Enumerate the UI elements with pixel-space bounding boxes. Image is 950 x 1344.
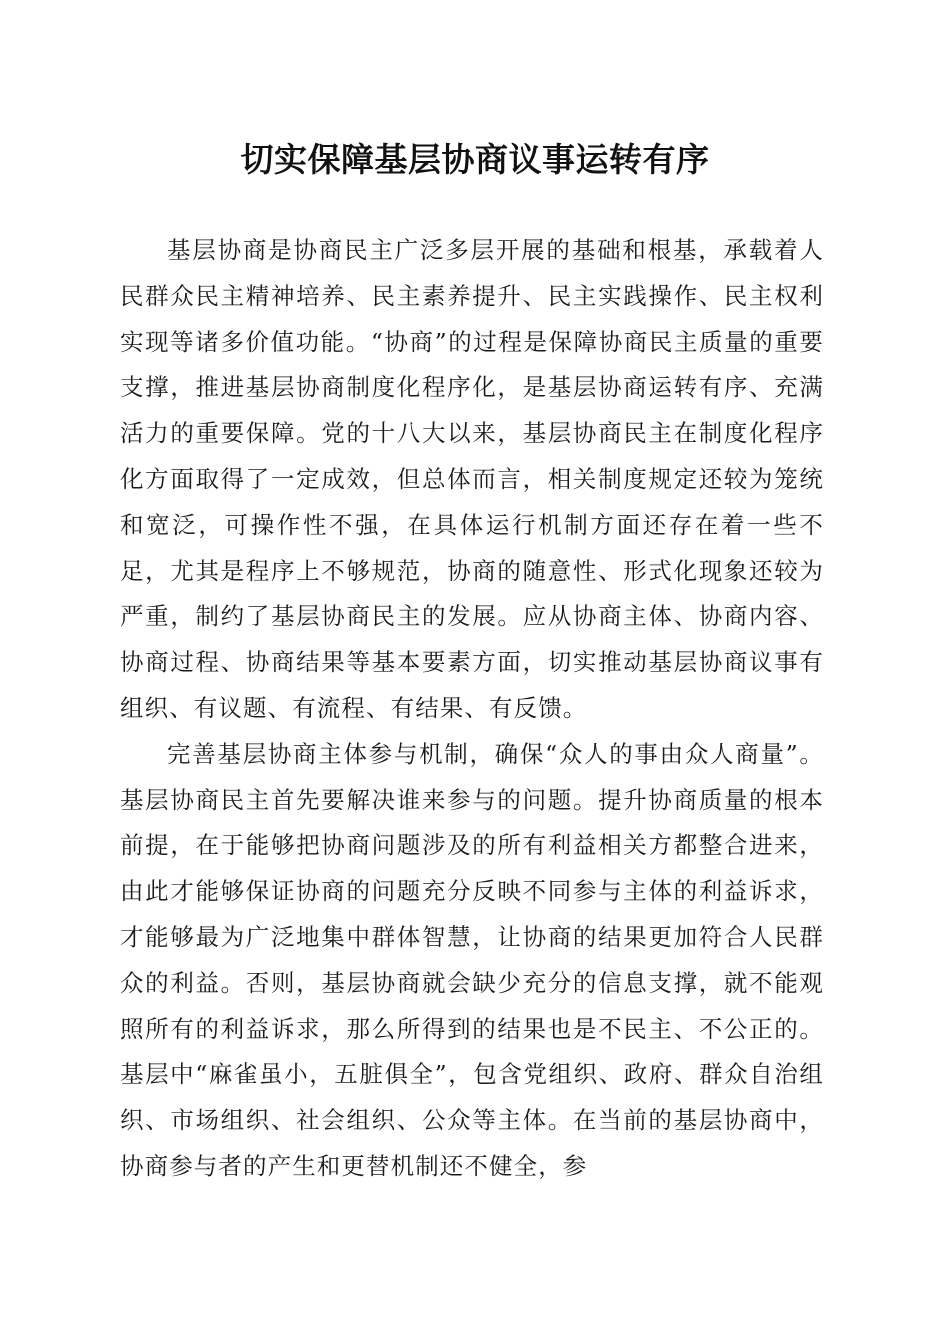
paragraph-1: 基层协商是协商民主广泛多层开展的基础和根基，承载着人民群众民主精神培养、民主素养提升、民主实践操作、民主权利实现等诸多价值功能。“协商”的过程是保障协商民主质量的重要支撑，推进基层协商制度化程序化，是基层协商运转有序、充满活力的重要保障。党的十八大以来，基层协商民主在制度化程序化方面取得了一定成效，但总体而言，相关制度规定还较为笼统和宽泛，可操作性不强，在具体运行机制方面还存在着一些不足，尤其是程序上不够规范，协商的随意性、形式化现象还较为严重，制约了基层协商民主的发展。应从协商主体、协商内容、协商过程、协商结果等基本要素方面，切实推动基层协商议事有组织、有议题、有流程、有结果、有反馈。 — [120, 236, 824, 722]
paragraph-2: 完善基层协商主体参与机制，确保“众人的事由众人商量”。基层协商民主首先要解决谁来参与的问题。提升协商质量的根本前提，在于能够把协商问题涉及的所有利益相关方都整合进来，由此才能够保证协商的问题充分反映不同参与主体的利益诉求，才能够最为广泛地集中群体智慧，让协商的结果更加符合人民群众的利益。否则，基层协商就会缺少充分的信息支撑，就不能观照所有的利益诉求，那么所得到的结果也是不民主、不公正的。基层中“麻雀虽小，五脏俱全”，包含党组织、政府、群众自治组织、市场组织、社会组织、公众等主体。在当前的基层协商中，协商参与者的产生和更替机制还不健全，参 — [120, 739, 824, 1180]
document-title: 切实保障基层协商议事运转有序 — [240, 140, 710, 179]
document-body — [120, 228, 824, 1190]
